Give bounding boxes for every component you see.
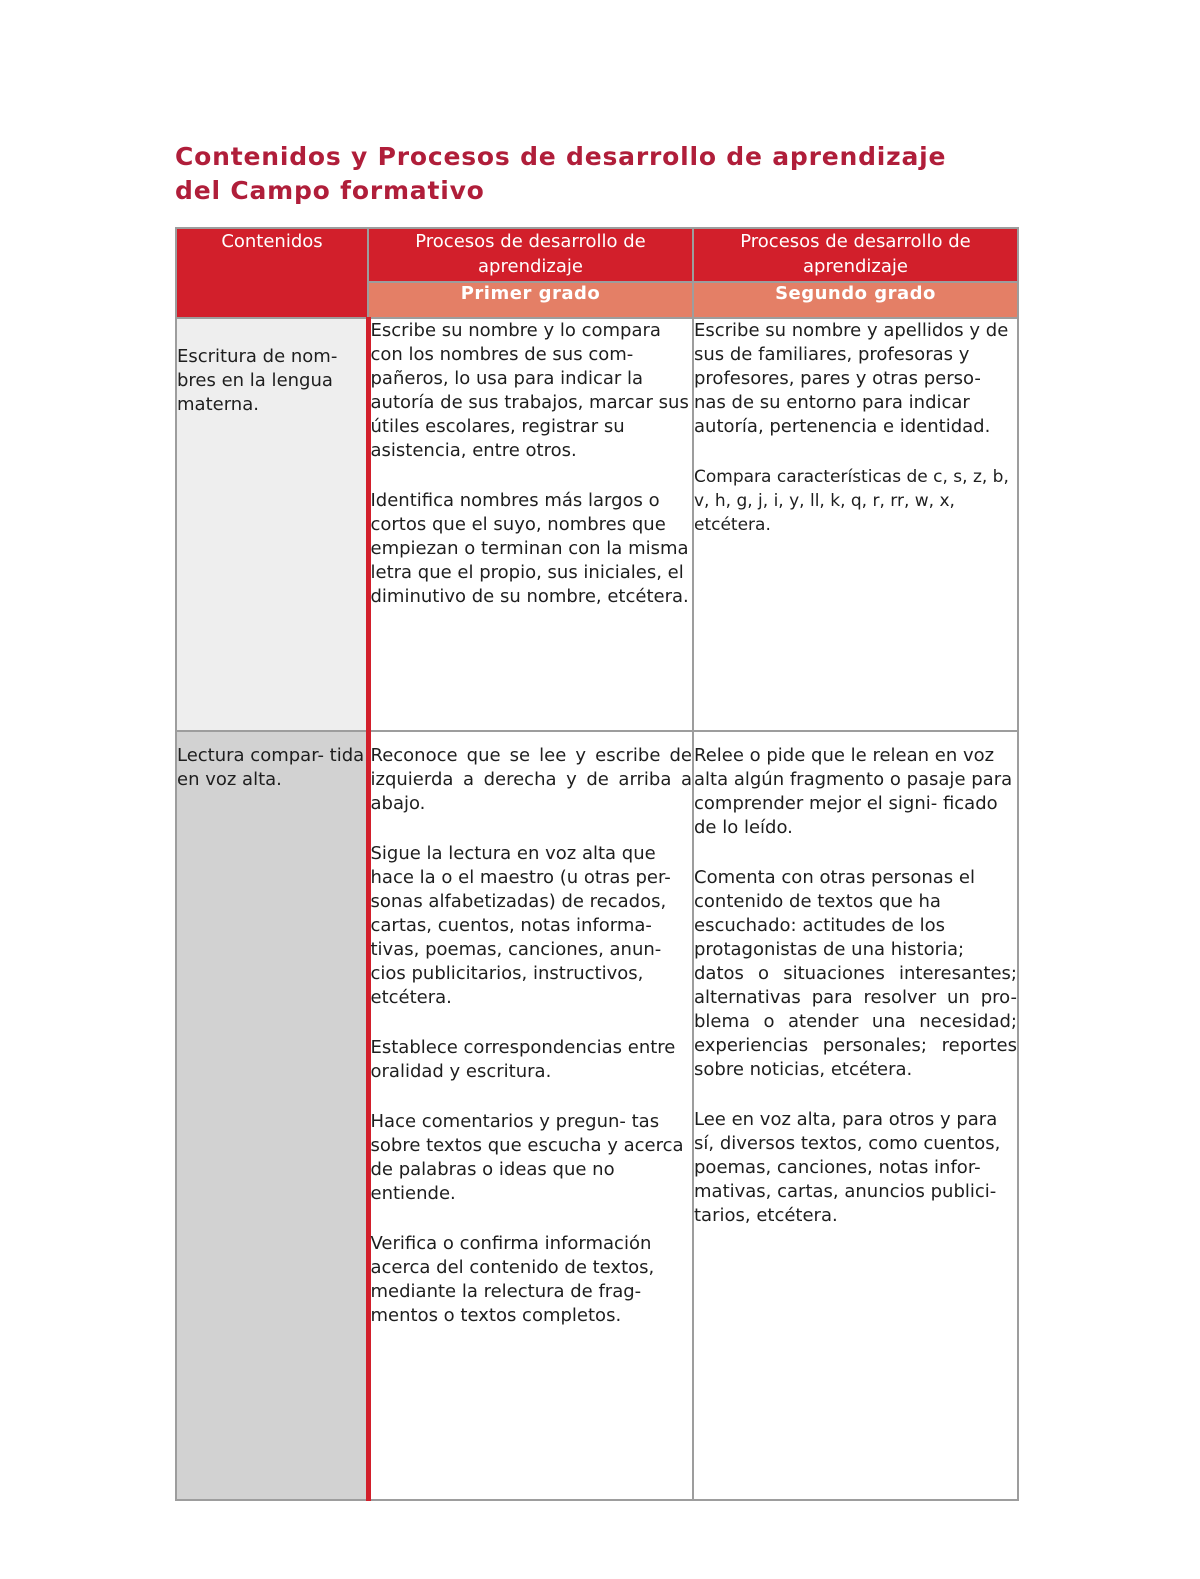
header-contenidos: Contenidos [176,228,368,318]
proceso-paragraph: datos o situaciones interesantes; alternativas para resolver un pro- blema o atender una necesidad; experiencias personales; reportes sobre noticias, etcétera. [694,963,1017,1080]
header-procesos-segundo-line-2: aprendizaje [803,256,908,277]
contenido-text: Lectura compar- tida en voz alta. [177,745,365,790]
proceso-paragraph: Sigue la lectura en voz alta que hace la o el maestro (u otras per- sonas alfabetizadas) de recados, cartas, cuentos, notas informa- tivas, poemas, canciones, anun- cios publicitarios, instructivos, etcétera. [370,843,671,1008]
segundo-grado-cell [693,318,1018,731]
page-title-line-1: Contenidos y Procesos de desarrollo de aprendizaje [175,142,947,171]
proceso-paragraph: Reconoce que se lee y escribe de izquierda a derecha y de arriba a abajo. [370,745,692,814]
header-procesos-segundo-line-1: Procesos de desarrollo de [740,231,971,252]
proceso-paragraph: Identifica nombres más largos o cortos que el suyo, nombres que empiezan o terminan con la misma letra que el propio, sus iniciales, el diminutivo de su nombre, etcétera. [370,490,689,607]
header-procesos-segundo [693,228,1018,282]
proceso-paragraph: Comenta con otras personas el contenido de textos que ha escuchado: actitudes de los protagonistas de una historia; [694,867,975,960]
header-segundo-grado: Segundo grado [693,282,1018,318]
contenido-text: Escritura de nom- bres en la lengua materna. [177,346,338,415]
table-row [176,318,1018,731]
proceso-paragraph: Escribe su nombre y lo compara con los nombres de sus com- pañeros, lo usa para indicar la autoría de sus trabajos, marcar sus útiles escolares, registrar su asistencia, entre otros. [370,320,689,461]
page-title [175,140,1015,208]
proceso-paragraph: Establece correspondencias entre oralidad y escritura. [370,1037,676,1082]
page-title-line-2: del Campo formativo [175,176,485,205]
primer-grado-cell [368,318,693,731]
contenidos-table [175,227,1019,1501]
segundo-grado-cell [693,731,1018,1500]
proceso-paragraph: Escribe su nombre y apellidos y de sus de familiares, profesoras y profesores, pares y otras perso- nas de su entorno para indicar autoría, pertenencia e identidad. [694,320,1009,437]
header-procesos-primer-line-1: Procesos de desarrollo de [415,231,646,252]
proceso-paragraph: Relee o pide que le relean en voz alta algún fragmento o pasaje para comprender mejor el signi- ficado de lo leído. [694,745,1013,838]
table-row [176,731,1018,1500]
table-header-row [176,228,1018,282]
contenido-cell [176,318,368,731]
proceso-paragraph: Verifica o confirma información acerca del contenido de textos, mediante la relectura de frag- mentos o textos completos. [370,1233,655,1326]
proceso-paragraph: Lee en voz alta, para otros y para sí, diversos textos, como cuentos, poemas, canciones, notas infor- mativas, cartas, anuncios publici- tarios, etcétera. [694,1109,1001,1226]
contenido-cell [176,731,368,1500]
primer-grado-cell [368,731,693,1500]
header-procesos-primer-line-2: aprendizaje [478,256,583,277]
proceso-paragraph: Hace comentarios y pregun- tas sobre textos que escucha y acerca de palabras o ideas que no entiende. [370,1111,684,1204]
header-primer-grado: Primer grado [368,282,693,318]
proceso-paragraph: Compara características de c, s, z, b, v, h, g, j, i, y, ll, k, q, r, rr, w, x, etcétera. [694,467,1009,535]
header-procesos-primer [368,228,693,282]
